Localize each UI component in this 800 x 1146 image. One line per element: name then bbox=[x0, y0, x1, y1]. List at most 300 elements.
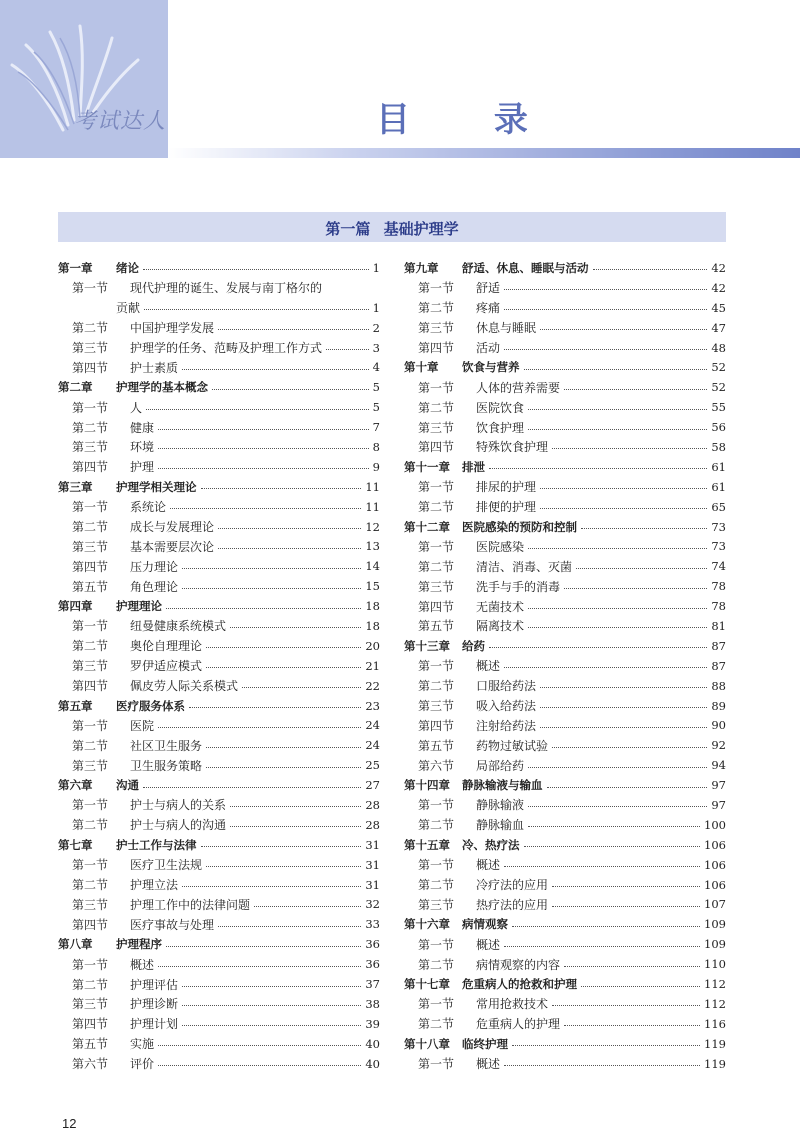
entry-number: 第十七章 bbox=[404, 977, 450, 991]
entry-page: 92 bbox=[711, 738, 726, 753]
entry-page: 61 bbox=[711, 459, 726, 474]
entry-title: 常用抢救技术 bbox=[476, 997, 549, 1012]
entry-title: 基本需要层次论 bbox=[130, 539, 215, 554]
toc-section-entry[interactable] bbox=[58, 417, 380, 437]
entry-title: 系统论 bbox=[130, 500, 167, 515]
entry-number: 第一节 bbox=[72, 718, 109, 733]
entry-title: 医院感染 bbox=[476, 539, 525, 554]
entry-page: 52 bbox=[711, 380, 726, 395]
toc-section-entry[interactable] bbox=[404, 656, 726, 676]
dot-leader bbox=[206, 767, 361, 768]
entry-page: 1 bbox=[372, 260, 380, 275]
toc-section-entry[interactable] bbox=[58, 954, 380, 974]
dot-leader bbox=[218, 548, 361, 549]
toc-section-entry[interactable] bbox=[404, 318, 726, 338]
entry-title: 贡献 bbox=[116, 301, 141, 316]
toc-chapter-entry[interactable] bbox=[404, 775, 726, 795]
entry-title: 医院 bbox=[130, 718, 155, 733]
dot-leader bbox=[254, 906, 361, 907]
toc-section-entry[interactable] bbox=[58, 795, 380, 815]
entry-number: 第三节 bbox=[418, 321, 455, 336]
entry-page: 3 bbox=[372, 340, 380, 355]
entry-number: 第六节 bbox=[418, 758, 455, 773]
entry-title: 概述 bbox=[476, 937, 501, 952]
entry-title: 活动 bbox=[476, 341, 501, 355]
entry-title: 现代护理的诞生、发展与南丁格尔的 bbox=[130, 281, 323, 296]
entry-title: 护理 bbox=[130, 460, 155, 475]
entry-title: 特殊饮食护理 bbox=[476, 440, 549, 455]
toc-section-entry[interactable] bbox=[58, 855, 380, 875]
entry-page: 81 bbox=[711, 618, 726, 633]
entry-number: 第十三章 bbox=[404, 638, 450, 653]
dot-leader bbox=[158, 966, 361, 967]
entry-title: 概述 bbox=[476, 858, 501, 873]
toc-section-entry[interactable] bbox=[404, 417, 726, 437]
toc-section-entry[interactable] bbox=[58, 318, 380, 338]
entry-number: 第二节 bbox=[418, 679, 455, 694]
entry-number: 第一节 bbox=[418, 1057, 455, 1072]
entry-number: 第一节 bbox=[418, 539, 455, 554]
entry-title: 危重病人的护理 bbox=[476, 1017, 561, 1032]
entry-page: 87 bbox=[711, 658, 726, 673]
dot-leader bbox=[512, 1045, 700, 1046]
entry-title: 注射给药法 bbox=[476, 718, 537, 733]
entry-page: 24 bbox=[365, 738, 380, 753]
entry-number: 第六章 bbox=[58, 778, 93, 793]
dot-leader bbox=[158, 727, 361, 728]
entry-title: 药物过敏试验 bbox=[476, 738, 549, 753]
entry-number: 第十八章 bbox=[404, 1036, 450, 1051]
dot-leader bbox=[182, 369, 369, 370]
entry-title: 排便的护理 bbox=[476, 500, 537, 515]
entry-page: 2 bbox=[372, 320, 380, 335]
entry-number: 第二节 bbox=[72, 420, 109, 435]
entry-page: 1 bbox=[372, 300, 380, 315]
toc-chapter-entry[interactable] bbox=[404, 357, 726, 377]
entry-page: 14 bbox=[365, 559, 380, 574]
toc-section-entry[interactable] bbox=[58, 576, 380, 596]
toc-chapter-entry[interactable] bbox=[58, 477, 380, 497]
entry-title: 护理诊断 bbox=[130, 997, 179, 1012]
entry-number: 第一节 bbox=[418, 380, 455, 395]
toc-section-entry[interactable] bbox=[58, 397, 380, 417]
dot-leader bbox=[593, 269, 708, 270]
entry-page: 56 bbox=[711, 420, 726, 435]
entry-page: 109 bbox=[704, 917, 726, 932]
header-bar bbox=[168, 148, 800, 158]
entry-title: 医疗卫生法规 bbox=[130, 858, 203, 873]
entry-page: 119 bbox=[704, 1036, 726, 1051]
toc-section-entry[interactable] bbox=[404, 875, 726, 895]
entry-title: 护士与病人的关系 bbox=[130, 798, 227, 813]
entry-title: 静脉输液 bbox=[476, 798, 525, 813]
entry-title: 排泄 bbox=[462, 459, 485, 474]
entry-title: 护理评估 bbox=[130, 977, 179, 992]
toc-chapter-entry[interactable] bbox=[404, 974, 726, 994]
dot-leader bbox=[576, 568, 707, 569]
toc-chapter-entry[interactable] bbox=[404, 258, 726, 278]
dot-leader bbox=[528, 429, 707, 430]
dot-leader bbox=[528, 627, 707, 628]
toc-section-entry[interactable] bbox=[404, 676, 726, 696]
entry-number: 第四节 bbox=[72, 460, 109, 475]
toc-section-entry[interactable] bbox=[404, 298, 726, 318]
dot-leader bbox=[206, 667, 361, 668]
entry-number: 第三节 bbox=[72, 659, 109, 674]
entry-title: 护理学的任务、范畴及护理工作方式 bbox=[130, 341, 323, 355]
entry-title: 护理程序 bbox=[116, 937, 162, 952]
dot-leader bbox=[540, 707, 707, 708]
toc-section-entry[interactable] bbox=[58, 715, 380, 735]
entry-page: 18 bbox=[365, 599, 380, 614]
toc-section-entry[interactable] bbox=[404, 596, 726, 616]
entry-number: 第四节 bbox=[418, 718, 455, 733]
toc-section-entry[interactable] bbox=[404, 954, 726, 974]
entry-title: 罗伊适应模式 bbox=[130, 659, 203, 674]
entry-number: 第一节 bbox=[72, 400, 109, 415]
entry-number: 第一节 bbox=[418, 858, 455, 873]
dot-leader bbox=[166, 946, 361, 947]
dot-leader bbox=[242, 687, 361, 688]
entry-title: 舒适 bbox=[476, 281, 501, 296]
entry-number: 第五节 bbox=[72, 1037, 109, 1052]
part-heading-band bbox=[58, 212, 726, 242]
entry-number: 第四节 bbox=[72, 679, 109, 694]
dot-leader bbox=[326, 349, 369, 350]
toc-section-entry[interactable] bbox=[58, 994, 380, 1014]
toc-chapter-entry[interactable] bbox=[58, 835, 380, 855]
entry-title: 奥伦自理理论 bbox=[130, 639, 203, 654]
entry-number: 第十六章 bbox=[404, 917, 450, 932]
entry-page: 22 bbox=[365, 678, 380, 693]
entry-page: 106 bbox=[704, 857, 726, 872]
part-title: 第一篇 基础护理学 bbox=[325, 220, 459, 238]
toc-section-entry[interactable] bbox=[58, 457, 380, 477]
entry-number: 第一节 bbox=[418, 798, 455, 813]
dot-leader bbox=[218, 926, 361, 927]
entry-title: 吸入给药法 bbox=[476, 699, 537, 714]
toc-section-entry[interactable] bbox=[404, 278, 726, 298]
dot-leader bbox=[552, 886, 700, 887]
entry-number: 第四节 bbox=[72, 360, 109, 375]
entry-number: 第一节 bbox=[72, 619, 109, 634]
toc-section-entry[interactable] bbox=[58, 875, 380, 895]
dot-leader bbox=[158, 1045, 361, 1046]
toc-chapter-entry[interactable] bbox=[58, 696, 380, 716]
toc-section-entry[interactable] bbox=[404, 576, 726, 596]
header-bar-left bbox=[0, 148, 168, 158]
toc-chapter-entry[interactable] bbox=[404, 914, 726, 934]
entry-number: 第一节 bbox=[72, 798, 109, 813]
entry-title: 冷、热疗法 bbox=[462, 837, 520, 852]
entry-page: 52 bbox=[711, 360, 726, 375]
toc-section-entry[interactable] bbox=[58, 536, 380, 556]
entry-title: 给药 bbox=[462, 638, 485, 653]
entry-page: 116 bbox=[704, 1016, 726, 1031]
toc-section-entry[interactable] bbox=[58, 357, 380, 377]
entry-number: 第五节 bbox=[72, 579, 109, 594]
toc-chapter-entry[interactable] bbox=[58, 775, 380, 795]
dot-leader bbox=[504, 1065, 700, 1066]
toc-section-entry[interactable] bbox=[58, 556, 380, 576]
entry-title: 无菌技术 bbox=[476, 599, 525, 614]
toc-section-entry[interactable] bbox=[404, 477, 726, 497]
dot-leader bbox=[528, 767, 707, 768]
entry-page: 97 bbox=[711, 778, 726, 793]
dot-leader bbox=[170, 508, 361, 509]
entry-page: 36 bbox=[365, 957, 380, 972]
entry-number: 第二节 bbox=[418, 878, 455, 893]
entry-number: 第三节 bbox=[72, 440, 109, 455]
entry-number: 第二节 bbox=[72, 738, 109, 753]
toc-section-entry[interactable] bbox=[58, 735, 380, 755]
dot-leader bbox=[581, 986, 700, 987]
dot-leader bbox=[166, 608, 361, 609]
toc-section-entry[interactable] bbox=[58, 1034, 380, 1054]
entry-number: 第一节 bbox=[418, 937, 455, 952]
toc-section-entry[interactable] bbox=[404, 556, 726, 576]
toc-section-entry[interactable] bbox=[58, 815, 380, 835]
entry-page: 18 bbox=[365, 618, 380, 633]
entry-title: 概述 bbox=[476, 659, 501, 674]
page-header bbox=[0, 0, 800, 158]
entry-number: 第四节 bbox=[418, 599, 455, 614]
entry-page: 109 bbox=[704, 937, 726, 952]
entry-number: 第三节 bbox=[72, 758, 109, 773]
toc-section-entry[interactable] bbox=[404, 795, 726, 815]
dot-leader bbox=[206, 647, 361, 648]
dot-leader bbox=[540, 687, 707, 688]
toc-section-entry[interactable] bbox=[404, 855, 726, 875]
entry-title: 护理理论 bbox=[116, 599, 162, 614]
entry-page: 25 bbox=[365, 758, 380, 773]
toc-chapter-entry[interactable] bbox=[404, 517, 726, 537]
entry-title: 角色理论 bbox=[130, 579, 179, 594]
toc-section-entry[interactable] bbox=[404, 815, 726, 835]
entry-page: 27 bbox=[365, 778, 380, 793]
entry-page: 47 bbox=[711, 320, 726, 335]
dot-leader bbox=[182, 568, 361, 569]
toc-chapter-entry[interactable] bbox=[58, 258, 380, 278]
entry-number: 第一节 bbox=[72, 858, 109, 873]
toc-section-entry[interactable] bbox=[58, 338, 380, 358]
entry-page: 36 bbox=[365, 937, 380, 952]
entry-number: 第五章 bbox=[58, 698, 93, 713]
entry-page: 90 bbox=[711, 718, 726, 733]
entry-page: 31 bbox=[365, 857, 380, 872]
dot-leader bbox=[230, 627, 361, 628]
entry-number: 第一节 bbox=[72, 957, 109, 972]
toc-chapter-entry[interactable] bbox=[404, 636, 726, 656]
toc-section-entry[interactable] bbox=[58, 278, 380, 298]
toc-section-entry[interactable] bbox=[58, 437, 380, 457]
entry-title: 纽曼健康系统模式 bbox=[130, 619, 227, 634]
dot-leader bbox=[158, 1065, 361, 1066]
toc-chapter-entry[interactable] bbox=[58, 377, 380, 397]
entry-title: 病情观察的内容 bbox=[476, 957, 561, 972]
entry-page: 112 bbox=[704, 977, 726, 991]
entry-page: 23 bbox=[365, 698, 380, 713]
entry-page: 37 bbox=[365, 977, 380, 991]
dot-leader bbox=[552, 747, 707, 748]
entry-number: 第一节 bbox=[418, 281, 455, 296]
entry-page: 110 bbox=[704, 957, 726, 972]
entry-number: 第十五章 bbox=[404, 837, 450, 852]
entry-page: 9 bbox=[372, 459, 380, 474]
entry-title: 护士素质 bbox=[130, 360, 179, 375]
entry-number: 第八章 bbox=[58, 937, 93, 952]
entry-number: 第三章 bbox=[58, 479, 93, 494]
toc-section-entry[interactable] bbox=[404, 497, 726, 517]
toc-section-entry[interactable] bbox=[58, 895, 380, 915]
toc-left-column bbox=[58, 258, 380, 1074]
entry-title: 临终护理 bbox=[462, 1036, 508, 1051]
entry-number: 第四节 bbox=[72, 917, 109, 932]
toc-section-entry[interactable] bbox=[58, 676, 380, 696]
entry-title: 医院感染的预防和控制 bbox=[462, 519, 577, 534]
entry-page: 42 bbox=[711, 280, 726, 295]
dot-leader bbox=[146, 409, 369, 410]
entry-page: 89 bbox=[711, 698, 726, 713]
toc-section-entry[interactable] bbox=[404, 1014, 726, 1034]
entry-title: 护理工作中的法律问题 bbox=[130, 897, 251, 912]
dot-leader bbox=[540, 329, 707, 330]
dot-leader bbox=[552, 1005, 700, 1006]
entry-page: 74 bbox=[711, 559, 726, 574]
dot-leader bbox=[158, 468, 369, 469]
toc-section-entry[interactable] bbox=[404, 536, 726, 556]
toc-section-entry[interactable] bbox=[58, 755, 380, 775]
toc-section-entry[interactable] bbox=[404, 437, 726, 457]
dot-leader bbox=[206, 866, 361, 867]
entry-number: 第一节 bbox=[418, 659, 455, 674]
dot-leader bbox=[182, 886, 361, 887]
entry-number: 第十一章 bbox=[404, 459, 450, 474]
toc-section-entry[interactable] bbox=[58, 497, 380, 517]
toc-section-entry[interactable] bbox=[404, 994, 726, 1014]
entry-number: 第三节 bbox=[418, 579, 455, 594]
entry-number: 第五节 bbox=[418, 738, 455, 753]
entry-title: 静脉输液与输血 bbox=[462, 778, 543, 793]
toc-section-entry[interactable] bbox=[404, 1054, 726, 1074]
entry-number: 第一章 bbox=[58, 260, 93, 275]
entry-page: 21 bbox=[365, 658, 380, 673]
dot-leader bbox=[564, 966, 700, 967]
entry-number: 第十四章 bbox=[404, 778, 450, 793]
entry-page: 55 bbox=[711, 400, 726, 415]
toc-chapter-entry[interactable] bbox=[404, 1034, 726, 1054]
toc-section-entry[interactable] bbox=[58, 298, 380, 318]
entry-number: 第二节 bbox=[418, 559, 455, 574]
toc-section-entry[interactable] bbox=[58, 636, 380, 656]
entry-number: 第二节 bbox=[418, 301, 455, 316]
entry-number: 第三节 bbox=[72, 539, 109, 554]
toc-section-entry[interactable] bbox=[58, 1014, 380, 1034]
toc-section-entry[interactable] bbox=[58, 656, 380, 676]
entry-title: 绪论 bbox=[116, 260, 139, 275]
entry-page: 7 bbox=[372, 420, 380, 435]
entry-number: 第二节 bbox=[418, 400, 455, 415]
dot-leader bbox=[564, 1025, 700, 1026]
entry-title: 疼痛 bbox=[476, 301, 501, 316]
entry-title: 护理学的基本概念 bbox=[116, 380, 208, 395]
dot-leader bbox=[524, 369, 708, 370]
dot-leader bbox=[230, 826, 361, 827]
toc-section-entry[interactable] bbox=[404, 755, 726, 775]
entry-title: 清洁、消毒、灭菌 bbox=[476, 559, 573, 574]
toc-section-entry[interactable] bbox=[58, 974, 380, 994]
entry-page: 107 bbox=[704, 897, 726, 912]
entry-title: 人 bbox=[130, 400, 143, 415]
toc-section-entry[interactable] bbox=[404, 338, 726, 358]
toc-section-entry[interactable] bbox=[58, 914, 380, 934]
dot-leader bbox=[143, 269, 369, 270]
dot-leader bbox=[158, 429, 369, 430]
toc-section-entry[interactable] bbox=[58, 616, 380, 636]
entry-page: 28 bbox=[365, 797, 380, 812]
entry-page: 87 bbox=[711, 638, 726, 653]
toc-section-entry[interactable] bbox=[404, 616, 726, 636]
dot-leader bbox=[504, 866, 700, 867]
dot-leader bbox=[158, 448, 369, 449]
toc-chapter-entry[interactable] bbox=[404, 457, 726, 477]
entry-title: 洗手与手的消毒 bbox=[476, 579, 561, 594]
dot-leader bbox=[489, 647, 707, 648]
entry-number: 第四节 bbox=[72, 1017, 109, 1032]
toc-section-entry[interactable] bbox=[58, 1054, 380, 1074]
dot-leader bbox=[144, 309, 369, 310]
dot-leader bbox=[182, 1025, 361, 1026]
entry-title: 静脉输血 bbox=[476, 818, 525, 833]
entry-number: 第一节 bbox=[418, 480, 455, 495]
toc-section-entry[interactable] bbox=[404, 735, 726, 755]
entry-number: 第三节 bbox=[418, 699, 455, 714]
entry-page: 78 bbox=[711, 579, 726, 594]
toc-section-entry[interactable] bbox=[404, 715, 726, 735]
dot-leader bbox=[143, 787, 361, 788]
entry-title: 舒适、休息、睡眠与活动 bbox=[462, 260, 589, 275]
entry-page: 119 bbox=[704, 1056, 726, 1071]
dot-leader bbox=[201, 488, 362, 489]
dot-leader bbox=[206, 747, 361, 748]
dot-leader bbox=[504, 289, 707, 290]
entry-page: 39 bbox=[365, 1016, 380, 1031]
toc-section-entry[interactable] bbox=[404, 397, 726, 417]
entry-page: 88 bbox=[711, 678, 726, 693]
entry-page: 65 bbox=[711, 499, 726, 514]
entry-title: 护士与病人的沟通 bbox=[130, 818, 227, 833]
toc-section-entry[interactable] bbox=[404, 895, 726, 915]
toc-right-column bbox=[404, 258, 726, 1074]
toc-chapter-entry[interactable] bbox=[404, 835, 726, 855]
toc-section-entry[interactable] bbox=[58, 517, 380, 537]
entry-title: 护士工作与法律 bbox=[116, 837, 197, 852]
entry-title: 沟通 bbox=[116, 778, 139, 793]
entry-number: 第二节 bbox=[72, 639, 109, 654]
toc-chapter-entry[interactable] bbox=[58, 934, 380, 954]
entry-title: 隔离技术 bbox=[476, 619, 525, 634]
dot-leader bbox=[540, 488, 707, 489]
entry-number: 第二节 bbox=[72, 520, 109, 535]
entry-page: 61 bbox=[711, 479, 726, 494]
toc-section-entry[interactable] bbox=[404, 934, 726, 954]
toc-chapter-entry[interactable] bbox=[58, 596, 380, 616]
dot-leader bbox=[218, 329, 369, 330]
toc-section-entry[interactable] bbox=[404, 696, 726, 716]
toc-section-entry[interactable] bbox=[404, 377, 726, 397]
entry-page: 112 bbox=[704, 996, 726, 1011]
entry-title: 社区卫生服务 bbox=[130, 738, 203, 753]
